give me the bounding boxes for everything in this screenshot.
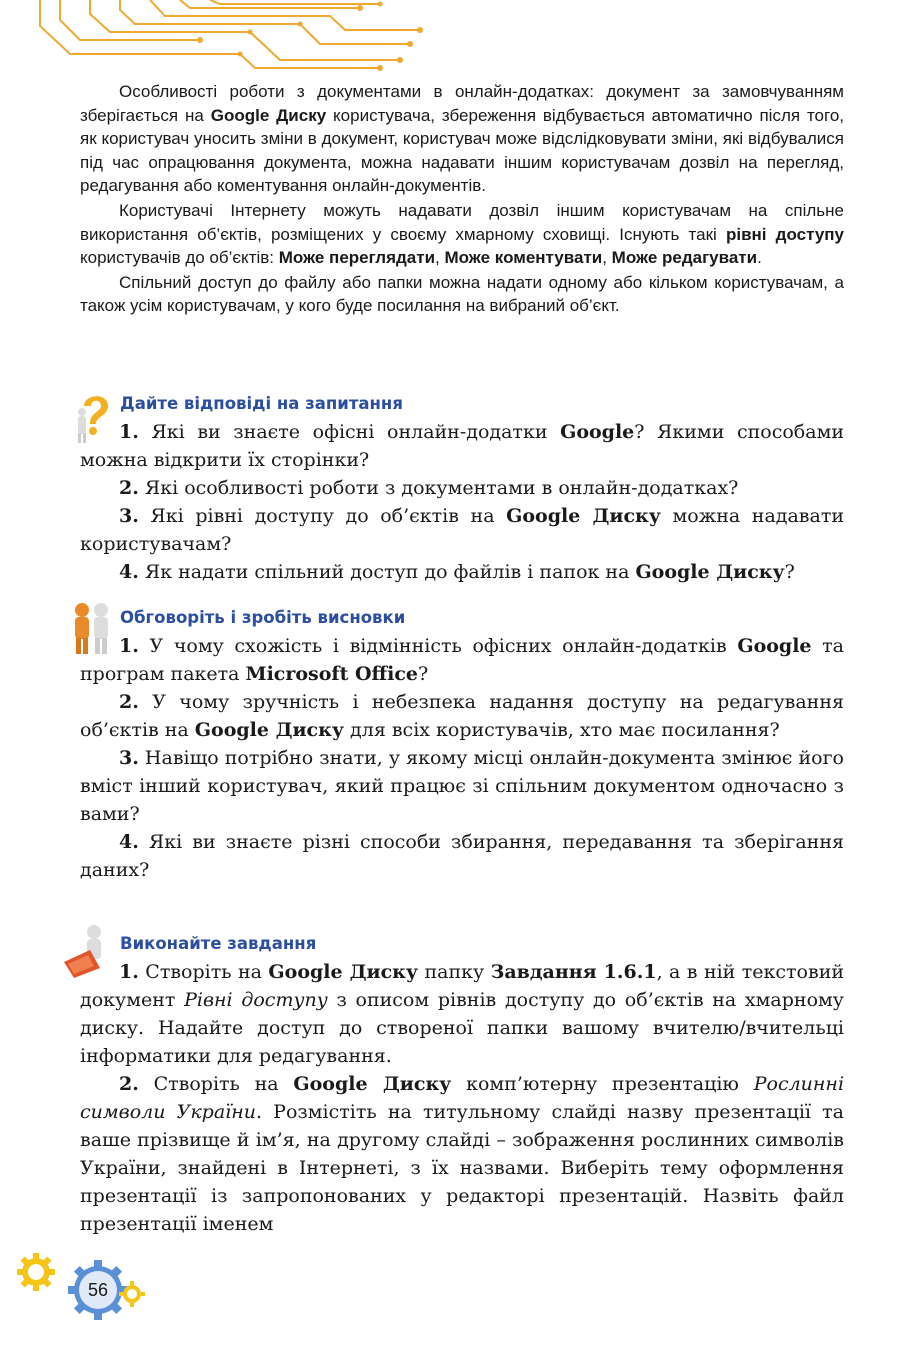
text: Створіть на bbox=[138, 1073, 294, 1095]
text: користувача, збереження відбувається автоматично після того, як користувач уносить зміни в документ, користувач може відслідковувати зміни, які відбувалися під час опрацювання документа, можна надавати іншим користувачам дозвіл на перегляд, редагування або коментування онлайн-документів. bbox=[80, 105, 845, 196]
bold-text: Google Диску bbox=[268, 961, 419, 983]
text: з описом рівнів доступу до об’єктів на хмарному диску. Надайте доступ до створеної папки вашому вчителю/вчительці інформатики для редагування. bbox=[80, 989, 844, 1067]
text: Навіщо потрібно знати, у якому місці онлайн-документа змінює його вміст інший користувач, який працює зі спільним документом одночасно з вами? bbox=[80, 747, 844, 825]
tasks-section bbox=[80, 958, 844, 1238]
questions-section-2 bbox=[80, 632, 844, 884]
question-number: 2. bbox=[119, 691, 139, 713]
text: Користувачі Інтернету можуть надавати дозвіл іншим користувачам на спільне використання об’єктів, розміщених у своєму хмарному сховищі. Існують такі bbox=[80, 200, 844, 244]
bold-text: Google bbox=[560, 421, 635, 443]
text: . Розмістіть на титульному слайді назву презентації та ваше прізвище й ім’я, на другому слайді – зображення рослинних символів України, знайдені в Інтернеті, з їх назвами. Виберіть тему оформлення презентації із запропонованих у редакторі презентацій. Назвіть файл презентації іменем bbox=[80, 1101, 844, 1235]
text: У чому схожість і відмінність офісних онлайн-додатків bbox=[138, 635, 738, 657]
text: Особливості роботи з документами в онлайн-додатках: документ за замовчуванням зберігається на bbox=[80, 82, 844, 125]
bold-text: Microsoft Office bbox=[245, 663, 418, 685]
question-item bbox=[80, 688, 844, 744]
question-item bbox=[80, 632, 844, 688]
text: , bbox=[435, 248, 445, 268]
bold-text: Може редагувати bbox=[611, 248, 758, 268]
bold-text: Google Диску bbox=[506, 505, 661, 527]
text: , bbox=[602, 248, 612, 268]
section-heading-task: Виконайте завдання bbox=[120, 934, 317, 953]
question-number: 3. bbox=[119, 747, 139, 769]
text: Які ви знаєте офісні онлайн-додатки bbox=[138, 421, 561, 443]
question-number: 1. bbox=[119, 635, 139, 657]
bold-text: Може коментувати bbox=[444, 248, 603, 268]
question-item bbox=[80, 418, 844, 474]
intro-paragraph-1 bbox=[80, 80, 844, 198]
page-number: 56 bbox=[87, 1280, 109, 1300]
bold-text: Google Диску bbox=[194, 719, 345, 741]
page-number-badge bbox=[12, 1250, 152, 1330]
bold-text: Завдання 1.6.1 bbox=[490, 961, 657, 983]
section-heading-answer: Дайте відповіді на запитання bbox=[120, 394, 403, 413]
text: ? Якими способами можна відкрити їх сторінки? bbox=[80, 421, 845, 471]
circuit-decoration bbox=[0, 0, 430, 72]
text: Які рівні доступу до об’єктів на bbox=[138, 505, 507, 527]
bold-text: Google Диску bbox=[210, 105, 327, 125]
italic-text: Рослинні символи України bbox=[80, 1073, 845, 1123]
bold-text: Google Диску bbox=[635, 561, 785, 583]
text: ? bbox=[784, 561, 795, 583]
text: та програм пакета bbox=[80, 635, 844, 685]
task-item bbox=[80, 958, 844, 1070]
question-number: 2. bbox=[119, 477, 139, 499]
section-heading-discuss: Обговоріть і зробіть висновки bbox=[120, 608, 406, 627]
question-number: 3. bbox=[119, 505, 139, 527]
text: користувачів до об’єктів: bbox=[80, 248, 279, 268]
text: У чому зручність і небезпека надання доступу на редагування об’єктів на bbox=[80, 691, 844, 741]
question-item bbox=[80, 474, 844, 502]
bold-text: Може переглядати bbox=[278, 248, 436, 268]
bold-text: Google Диску bbox=[293, 1073, 452, 1095]
bold-text: Google bbox=[737, 635, 812, 657]
text: Які ви знаєте різні способи збирання, передавання та зберігання даних? bbox=[80, 831, 844, 881]
question-item bbox=[80, 502, 844, 558]
italic-text: Рівні доступу bbox=[184, 989, 328, 1011]
text: папку bbox=[418, 961, 491, 983]
question-item bbox=[80, 744, 844, 828]
text: . bbox=[757, 248, 762, 268]
task-item bbox=[80, 1070, 844, 1238]
text: комп’ютерну презентацію bbox=[451, 1073, 754, 1095]
text: можна надавати користувачам? bbox=[80, 505, 844, 555]
task-number: 2. bbox=[119, 1073, 139, 1095]
intro-text bbox=[80, 80, 844, 319]
questions-section-1 bbox=[80, 418, 844, 586]
question-item bbox=[80, 828, 844, 884]
text: , а в ній текстовий документ bbox=[80, 961, 845, 1011]
question-item bbox=[80, 558, 844, 586]
question-number: 4. bbox=[119, 561, 139, 583]
text: Які особливості роботи з документами в онлайн-додатках? bbox=[138, 477, 739, 499]
task-number: 1. bbox=[119, 961, 139, 983]
text: Створіть на bbox=[138, 961, 269, 983]
question-number: 4. bbox=[119, 831, 139, 853]
intro-paragraph-3: Спільний доступ до файлу або папки можна надати одному або кільком користувачам, а також усім користувачам, у кого буде посилання на вибраний об’єкт. bbox=[80, 272, 844, 316]
intro-paragraph-2 bbox=[80, 199, 844, 270]
text: для всіх користувачів, хто має посилання? bbox=[344, 719, 780, 741]
text: Як надати спільний доступ до файлів і папок на bbox=[138, 561, 636, 583]
bold-text: рівні доступу bbox=[725, 224, 844, 244]
question-number: 1. bbox=[119, 421, 139, 443]
text: ? bbox=[418, 663, 429, 685]
